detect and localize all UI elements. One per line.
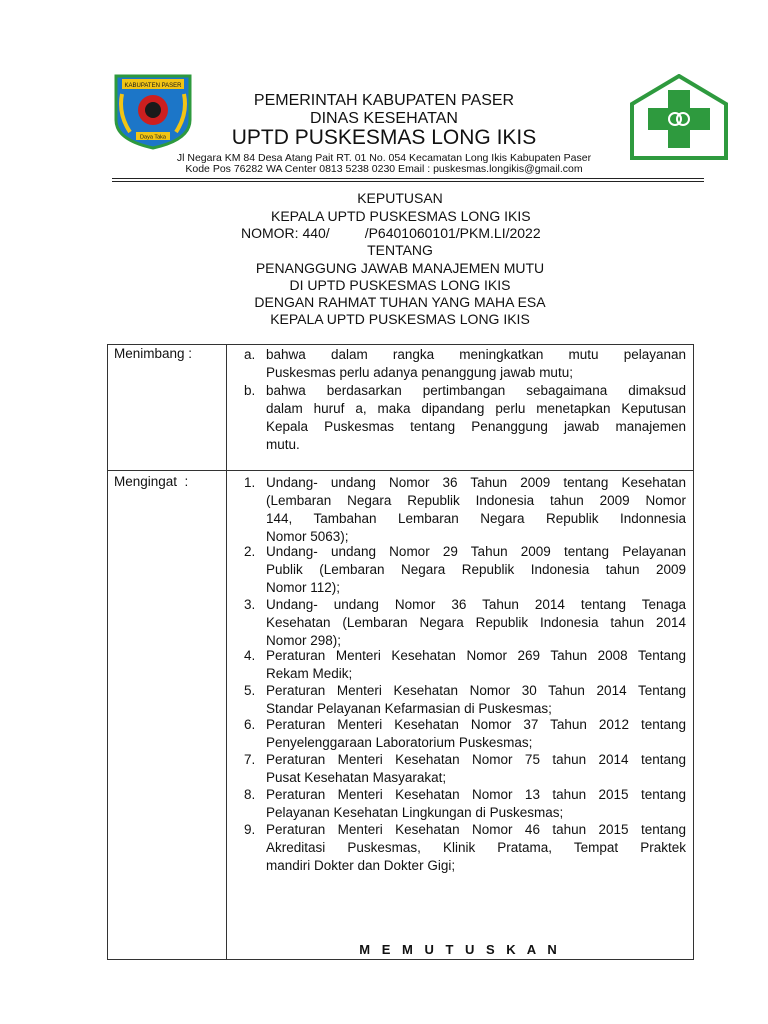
mengingat-label: Mengingat : xyxy=(114,474,189,489)
item-line: Pelayanan Kesehatan Lingkungan di Puskesmas; xyxy=(266,805,564,820)
item-line: Nomor 298); xyxy=(266,633,342,648)
item-line: Pusat Kesehatan Masyarakat; xyxy=(266,770,447,785)
item-line: Peraturan Menteri Kesehatan Nomor 46 tahun 2015 tentang xyxy=(266,822,686,837)
mengingat-item-9 xyxy=(244,821,686,875)
item-line: dalam huruf a, maka dipandang perlu menetapkan Keputusan xyxy=(266,401,686,416)
header-government: PEMERINTAH KABUPATEN PASER xyxy=(253,92,515,109)
header-contact: Kode Pos 76282 WA Center 0813 5238 0230 Email : puskesmas.longikis@gmail.com xyxy=(185,163,583,175)
mengingat-item-2 xyxy=(244,543,686,597)
item-line: bahwa berdasarkan pertimbangan sebagaimana dimaksud xyxy=(266,383,686,398)
item-line: Nomor 5063); xyxy=(266,529,349,544)
item-line: Kepala Puskesmas tentang Penanggung jawab manajemen xyxy=(266,419,686,434)
memutuskan-heading: M E M U T U S K A N xyxy=(359,942,561,957)
logo-motto-text: Daya Taka xyxy=(140,134,166,141)
header-address: Jl Negara KM 84 Desa Atang Pait RT. 01 No. 054 Kecamatan Long Ikis Kabupaten Paser xyxy=(176,152,592,164)
item-marker: 4. xyxy=(244,648,256,663)
title-kepala: KEPALA UPTD PUSKESMAS LONG IKIS xyxy=(271,208,531,224)
item-marker: 3. xyxy=(244,597,256,612)
item-marker: 1. xyxy=(244,475,256,490)
mengingat-item-8 xyxy=(244,786,686,822)
item-line: Puskesmas perlu adanya penanggung jawab mutu; xyxy=(266,365,573,380)
header-institution: UPTD PUSKESMAS LONG IKIS xyxy=(231,126,537,149)
title-subject-2: DI UPTD PUSKESMAS LONG IKIS xyxy=(289,277,511,293)
item-line: Undang- undang Nomor 36 Tahun 2009 tentang Kesehatan xyxy=(266,475,686,490)
logo-banner-text: KABUPATEN PASER xyxy=(124,83,182,89)
mengingat-item-1 xyxy=(244,474,686,546)
item-line: Peraturan Menteri Kesehatan Nomor 37 Tahun 2012 tentang xyxy=(266,717,686,732)
item-marker: 9. xyxy=(244,822,256,837)
item-line: Rekam Medik; xyxy=(266,666,353,681)
item-marker: 5. xyxy=(244,683,256,698)
menimbang-label: Menimbang : xyxy=(114,346,193,361)
title-tentang: TENTANG xyxy=(367,242,433,258)
item-line: Akreditasi Puskesmas, Klinik Pratama, Tempat Praktek xyxy=(266,840,686,855)
title-nomor: NOMOR: 440/ /P6401060101/PKM.LI/2022 xyxy=(241,225,541,241)
item-line: mandiri Dokter dan Dokter Gigi; xyxy=(266,858,456,873)
item-line: (Lembaran Negara Republik Indonesia tahun 2009 Nomor xyxy=(266,493,686,508)
item-line: bahwa dalam rangka meningkatkan mutu pelayanan xyxy=(266,347,686,362)
header-divider-bottom xyxy=(112,181,704,182)
menimbang-item-a xyxy=(244,346,686,382)
title-subject-1: PENANGGUNG JAWAB MANAJEMEN MUTU xyxy=(255,260,545,276)
item-line: Peraturan Menteri Kesehatan Nomor 269 Tahun 2008 Tentang xyxy=(266,648,686,663)
item-marker: b. xyxy=(244,383,256,398)
table-row-divider xyxy=(107,470,694,471)
item-line: Undang- undang Nomor 36 Tahun 2014 tentang Tenaga xyxy=(266,597,686,612)
mengingat-item-3 xyxy=(244,596,686,650)
item-line: Kesehatan (Lembaran Negara Republik Indonesia tahun 2014 xyxy=(266,615,686,630)
mengingat-item-7 xyxy=(244,751,686,787)
item-line: Publik (Lembaran Negara Republik Indonesia tahun 2009 xyxy=(266,562,686,577)
item-line: Nomor 112); xyxy=(266,580,341,595)
item-marker: a. xyxy=(244,347,256,362)
mengingat-item-4 xyxy=(244,647,686,683)
item-line: Standar Pelayanan Kefarmasian di Puskesmas; xyxy=(266,701,552,716)
header-department: DINAS KESEHATAN xyxy=(310,110,458,127)
item-line: Undang- undang Nomor 29 Tahun 2009 tentang Pelayanan xyxy=(266,544,686,559)
item-line: Peraturan Menteri Kesehatan Nomor 75 tahun 2014 tentang xyxy=(266,752,686,767)
item-line: mutu. xyxy=(266,437,300,452)
table-column-divider xyxy=(226,344,227,960)
item-line: Penyelenggaraan Laboratorium Puskesmas; xyxy=(266,735,533,750)
mengingat-item-5 xyxy=(244,682,686,718)
item-marker: 6. xyxy=(244,717,256,732)
item-marker: 7. xyxy=(244,752,256,767)
item-line: 144, Tambahan Lembaran Negara Republik Indonnesia xyxy=(266,511,686,526)
header-divider-top xyxy=(112,178,704,179)
title-keputusan: KEPUTUSAN xyxy=(357,190,443,206)
title-rahmat: DENGAN RAHMAT TUHAN YANG MAHA ESA xyxy=(254,294,546,310)
title-kepala-2: KEPALA UPTD PUSKESMAS LONG IKIS xyxy=(270,311,530,327)
mengingat-item-6 xyxy=(244,716,686,752)
item-line: Peraturan Menteri Kesehatan Nomor 30 Tahun 2014 Tentang xyxy=(266,683,686,698)
item-marker: 2. xyxy=(244,544,256,559)
item-line: Peraturan Menteri Kesehatan Nomor 13 tahun 2015 tentang xyxy=(266,787,686,802)
menimbang-item-b xyxy=(244,382,686,454)
item-marker: 8. xyxy=(244,787,256,802)
